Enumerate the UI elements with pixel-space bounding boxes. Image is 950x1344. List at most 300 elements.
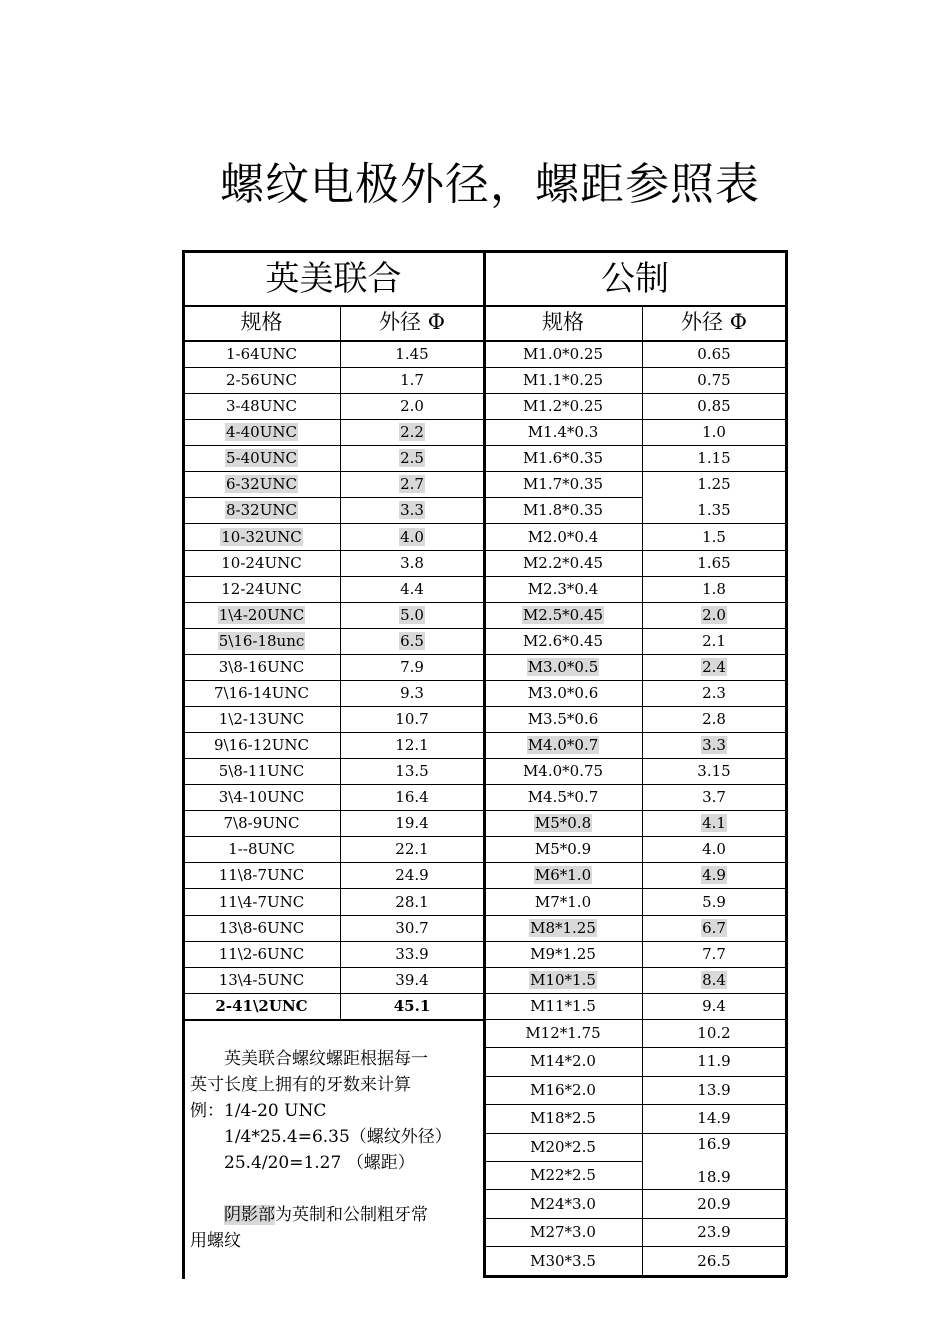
row-line [484,862,786,863]
metric-spec-cell [484,1047,642,1075]
imperial-diameter-cell [340,706,484,732]
imperial-diameter-cell [340,732,484,758]
cell-text: 3\8-16UNC [218,657,305,676]
cell-text: M2.0*0.4 [527,527,599,546]
row-line [183,497,484,498]
cell-text: 1.5 [702,527,726,546]
cell-text: 2-41\2UNC [215,996,308,1015]
metric-spec-cell [484,862,642,888]
cell-text: 2.4 [702,657,726,676]
imperial-bottom-border [182,1019,484,1021]
imperial-spec-cell [183,941,340,967]
cell-text: 外径 Φ [379,309,445,334]
cell-text: 1.8 [702,579,726,598]
row-line [484,445,786,446]
row-line [484,810,786,811]
cell-text: 10-24UNC [221,553,302,572]
row-line [484,497,642,498]
cell-text: 26.5 [697,1251,731,1270]
metric-spec-cell [484,888,642,914]
metric-diameter-cell [642,1246,786,1274]
metric-spec-cell [484,941,642,967]
row-line [484,1161,642,1162]
cell-text: 2.8 [702,710,726,728]
cell-text: 12-24UNC [221,579,302,598]
imperial-diameter-cell [340,445,484,471]
imperial-spec-cell [183,654,340,680]
row-line [484,941,786,942]
row-line [484,550,786,551]
cell-text: 英美联合 [265,259,402,299]
cell-text: 24.9 [395,866,429,885]
cell-text: M1.1*0.25 [522,371,604,390]
row-line [484,367,786,368]
row-line [183,732,484,733]
imperial-diameter-cell [340,654,484,680]
cell-text: 2.3 [702,683,726,702]
row-line [183,915,484,916]
row-line [484,576,786,577]
cell-text: M24*3.0 [530,1194,596,1213]
metric-spec-cell [484,367,642,393]
cell-text: 7.9 [400,657,424,676]
imperial-spec-cell [183,967,340,993]
metric-spec-cell [484,602,642,628]
row-line [183,550,484,551]
row-line [183,967,484,968]
metric-diameter-cell [642,1189,786,1217]
cell-text: 11\2-6UNC [218,944,305,963]
metric-diameter-cell [642,941,786,967]
cell-text: 1--8UNC [228,840,295,859]
cell-text: M10*1.5 [530,970,596,989]
row-line [484,628,786,629]
metric-diameter-cell [642,993,786,1019]
metric-diameter-cell [642,1218,786,1246]
cell-text: M1.8*0.35 [522,501,604,520]
cell-text: 4.4 [400,579,424,598]
row-line [484,1246,786,1247]
cell-text: 10.7 [395,710,429,728]
cell-text: 10.2 [697,1024,731,1043]
metric-spec-cell [484,1104,642,1132]
cell-text: 8-32UNC [226,501,297,520]
cell-text: 4-40UNC [226,423,297,442]
cell-text: 4.9 [702,866,726,885]
subheader-spec [484,306,642,337]
metric-spec-cell [484,419,642,445]
imperial-spec-cell [183,523,340,549]
cell-text: 11.9 [697,1052,731,1071]
cell-text: 0.85 [697,397,731,416]
cell-text: 30.7 [395,918,429,937]
metric-spec-cell [484,471,642,497]
row-line [484,654,786,655]
cell-text: 1.35 [697,501,731,520]
metric-diameter-cell [642,732,786,758]
cell-text: 1.7 [400,371,424,390]
header-metric [484,252,786,306]
cell-text: 14.9 [697,1109,731,1128]
row-line [484,758,786,759]
cell-text: M3.0*0.5 [527,657,599,676]
metric-diameter-cell [642,836,786,862]
cell-text: 18.9 [697,1168,731,1187]
cell-text: 5\8-11UNC [218,762,305,781]
cell-text: 1.15 [697,449,731,468]
row-line [484,1104,786,1105]
cell-text: 0.75 [697,371,731,390]
row-line [484,523,786,524]
imperial-diameter-cell [340,810,484,836]
row-line [183,367,484,368]
imperial-spec-cell [183,576,340,602]
imperial-diameter-cell [340,367,484,393]
cell-text: M7*1.0 [534,892,592,911]
cell-text: 16.4 [395,788,429,807]
cell-text: 13\4-5UNC [218,970,305,989]
cell-text: 4.0 [400,527,424,546]
imperial-spec-cell [183,810,340,836]
row-line [183,628,484,629]
imperial-spec-cell [183,341,340,367]
row-line [183,602,484,603]
imperial-spec-cell [183,367,340,393]
cell-text: 2.0 [400,397,424,416]
imperial-spec-cell [183,732,340,758]
metric-spec-cell [484,1161,642,1189]
metric-diameter-cell [642,1047,786,1075]
row-line [484,732,786,733]
cell-text: M14*2.0 [530,1052,596,1071]
cell-text: 13.5 [395,762,429,781]
cell-text: 1\4-20UNC [218,605,305,624]
cell-text: 3.8 [400,553,424,572]
metric-spec-cell [484,915,642,941]
cell-text: 3-48UNC [226,397,297,416]
row-line [484,967,786,968]
cell-text: M20*2.5 [530,1137,596,1156]
row-line [484,915,786,916]
cell-text: M2.5*0.45 [522,605,604,624]
row-line [183,706,484,707]
imperial-spec-cell [183,915,340,941]
cell-text: 1.65 [697,553,731,572]
row-line [484,706,786,707]
cell-text: 2.0 [702,605,726,624]
cell-text: M5*0.9 [534,840,592,859]
metric-diameter-cell [642,419,786,445]
cell-text: M2.3*0.4 [527,579,599,598]
cell-text: M4.0*0.7 [527,736,599,755]
imperial-diameter-cell [340,941,484,967]
cell-text: 1.0 [702,423,726,442]
imperial-diameter-cell [340,497,484,523]
row-line [183,862,484,863]
imperial-diameter-cell [340,419,484,445]
cell-text: 3.3 [702,736,726,755]
cell-text: 1\2-13UNC [218,710,305,728]
metric-diameter-cell [642,1163,786,1191]
metric-spec-cell [484,680,642,706]
cell-text: 外径 Φ [681,309,747,334]
row-line [183,654,484,655]
metric-diameter-cell [642,576,786,602]
metric-diameter-cell [642,888,786,914]
metric-diameter-cell [642,784,786,810]
metric-diameter-cell [642,523,786,549]
cell-text: M18*2.5 [530,1109,596,1128]
cell-text: 2-56UNC [226,371,297,390]
section-divider [483,250,486,1277]
row-line [484,993,786,994]
row-line [484,1047,786,1048]
cell-text: 9\16-12UNC [213,736,310,755]
row-line [183,888,484,889]
cell-text: 2.5 [400,449,424,468]
cell-text: 6-32UNC [226,475,297,494]
row-line [484,784,786,785]
cell-text: M4.0*0.75 [522,762,604,781]
cell-text: 2.2 [400,423,424,442]
row-line [183,471,484,472]
cell-text: 3.7 [702,788,726,807]
cell-text: 3\4-10UNC [218,788,305,807]
cell-text: M4.5*0.7 [527,788,599,807]
metric-spec-cell [484,1189,642,1217]
metric-diameter-cell [642,1076,786,1104]
row-line [183,419,484,420]
metric-bottom-border [483,1275,787,1278]
cell-text: 13.9 [697,1080,731,1099]
imperial-spec-cell [183,758,340,784]
imperial-spec-cell [183,445,340,471]
metric-diameter-cell [642,550,786,576]
cell-text: M27*3.0 [530,1223,596,1242]
row-line [183,393,484,394]
cell-text: 1.25 [697,475,731,494]
row-line [183,993,484,994]
imperial-diameter-cell [340,680,484,706]
row-line [183,680,484,681]
imperial-diameter-cell [340,784,484,810]
cell-text: 16.9 [697,1134,731,1153]
cell-text: 7.7 [702,944,726,963]
cell-text: 5-40UNC [226,449,297,468]
column-divider [340,306,341,1019]
imperial-diameter-cell [340,967,484,993]
row-line [183,810,484,811]
cell-text: M11*1.5 [530,996,596,1015]
cell-text: 6.7 [702,918,726,937]
cell-text: M22*2.5 [530,1166,596,1185]
metric-diameter-cell [642,471,786,497]
imperial-spec-cell [183,888,340,914]
imperial-spec-cell [183,602,340,628]
cell-text: 公制 [601,259,669,299]
metric-diameter-cell [642,497,786,523]
metric-diameter-cell [642,628,786,654]
metric-spec-cell [484,732,642,758]
cell-text: M5*0.8 [534,814,592,833]
metric-spec-cell [484,445,642,471]
cell-text: 2.7 [400,475,424,494]
cell-text: 33.9 [395,944,429,963]
cell-text: 规格 [542,309,584,334]
metric-diameter-cell [642,862,786,888]
shaded-legend-text: 阴影部 [224,1205,275,1225]
metric-spec-cell [484,1019,642,1047]
note-line: 25.4/20=1.27 （螺距） [190,1153,415,1173]
row-line [484,471,786,472]
row-line [183,445,484,446]
cell-text: M8*1.25 [530,918,596,937]
metric-spec-cell [484,784,642,810]
cell-text: M3.0*0.6 [527,683,599,702]
metric-diameter-cell [642,393,786,419]
metric-spec-cell [484,1076,642,1104]
metric-spec-cell [484,550,642,576]
imperial-diameter-cell [340,576,484,602]
cell-text: 23.9 [697,1223,731,1242]
row-line [484,680,786,681]
cell-text: 22.1 [395,840,429,859]
metric-diameter-cell [642,706,786,732]
imperial-diameter-cell [340,523,484,549]
metric-spec-cell [484,628,642,654]
note-line: 例：1/4-20 UNC [190,1101,327,1121]
row-line [484,888,786,889]
row-line [484,1133,786,1134]
metric-spec-cell [484,758,642,784]
cell-text: M1.4*0.3 [527,423,599,442]
metric-diameter-cell [642,445,786,471]
imperial-spec-cell [183,393,340,419]
cell-text: 8.4 [702,970,726,989]
metric-spec-cell [484,393,642,419]
metric-spec-cell [484,523,642,549]
metric-spec-cell [484,993,642,1019]
note-line: 1/4*25.4=6.35（螺纹外径） [190,1127,452,1147]
imperial-spec-cell [183,836,340,862]
cell-text: 0.65 [697,345,731,364]
metric-diameter-cell [642,967,786,993]
page-title: 螺纹电极外径，螺距参照表 [220,159,760,210]
cell-text: 39.4 [395,970,429,989]
cell-text: 5.0 [400,605,424,624]
cell-text: 20.9 [697,1194,731,1213]
column-divider [642,306,643,1277]
cell-text: 4.1 [702,814,726,833]
row-line [183,836,484,837]
subheader-spec [183,306,340,337]
cell-text: 2.1 [702,631,726,650]
table-right-border [785,250,788,1277]
cell-text: 3.3 [400,501,424,520]
cell-text: 12.1 [395,736,429,755]
metric-spec-cell [484,654,642,680]
cell-text: 5.9 [702,892,726,911]
metric-diameter-cell [642,1019,786,1047]
row-line [484,836,786,837]
cell-text: 7\16-14UNC [213,683,310,702]
imperial-spec-cell [183,471,340,497]
imperial-diameter-cell [340,836,484,862]
imperial-spec-cell [183,628,340,654]
row-line [484,419,786,420]
metric-diameter-cell [642,1104,786,1132]
imperial-diameter-cell [340,341,484,367]
imperial-diameter-cell [340,888,484,914]
row-line [183,576,484,577]
row-line [183,758,484,759]
metric-spec-cell [484,1218,642,1246]
metric-diameter-cell [642,915,786,941]
row-line [484,1189,786,1190]
row-line [183,523,484,524]
metric-spec-cell [484,706,642,732]
metric-spec-cell [484,810,642,836]
note-text [190,1046,482,1254]
imperial-diameter-cell [340,393,484,419]
cell-text: M2.2*0.45 [522,553,604,572]
table-left-border [182,250,185,1279]
note-line: 英寸长度上拥有的牙数来计算 [190,1075,411,1095]
cell-text: M16*2.0 [530,1080,596,1099]
metric-diameter-cell [642,602,786,628]
metric-diameter-cell [642,810,786,836]
imperial-diameter-cell [340,915,484,941]
imperial-diameter-cell [340,993,484,1019]
row-line [183,941,484,942]
cell-text: 9.4 [702,996,726,1015]
metric-diameter-cell [642,341,786,367]
cell-text: M1.0*0.25 [522,345,604,364]
cell-text: 11\4-7UNC [218,892,305,911]
cell-text: 11\8-7UNC [218,866,305,885]
imperial-spec-cell [183,784,340,810]
metric-spec-cell [484,576,642,602]
cell-text: 5\16-18unc [218,631,305,650]
metric-spec-cell [484,967,642,993]
subheader-diameter [340,306,484,337]
row-line [484,1019,786,1020]
imperial-diameter-cell [340,550,484,576]
metric-spec-cell [484,341,642,367]
metric-diameter-cell [642,680,786,706]
cell-text: 规格 [240,309,283,334]
imperial-diameter-cell [340,758,484,784]
row-line [484,1218,786,1219]
cell-text: 1-64UNC [226,345,297,364]
cell-text: M1.2*0.25 [522,397,604,416]
imperial-diameter-cell [340,628,484,654]
metric-spec-cell [484,836,642,862]
note-line: 用螺纹 [190,1231,241,1251]
cell-text: 10-32UNC [221,527,302,546]
metric-diameter-cell [642,654,786,680]
cell-text: 28.1 [395,892,429,911]
row-line [484,602,786,603]
cell-text: M1.7*0.35 [522,475,604,494]
cell-text: M9*1.25 [530,944,596,963]
subheader-diameter [642,306,786,337]
imperial-spec-cell [183,497,340,523]
cell-text: M6*1.0 [534,866,592,885]
metric-diameter-cell [642,367,786,393]
cell-text: 9.3 [400,683,424,702]
imperial-spec-cell [183,993,340,1019]
